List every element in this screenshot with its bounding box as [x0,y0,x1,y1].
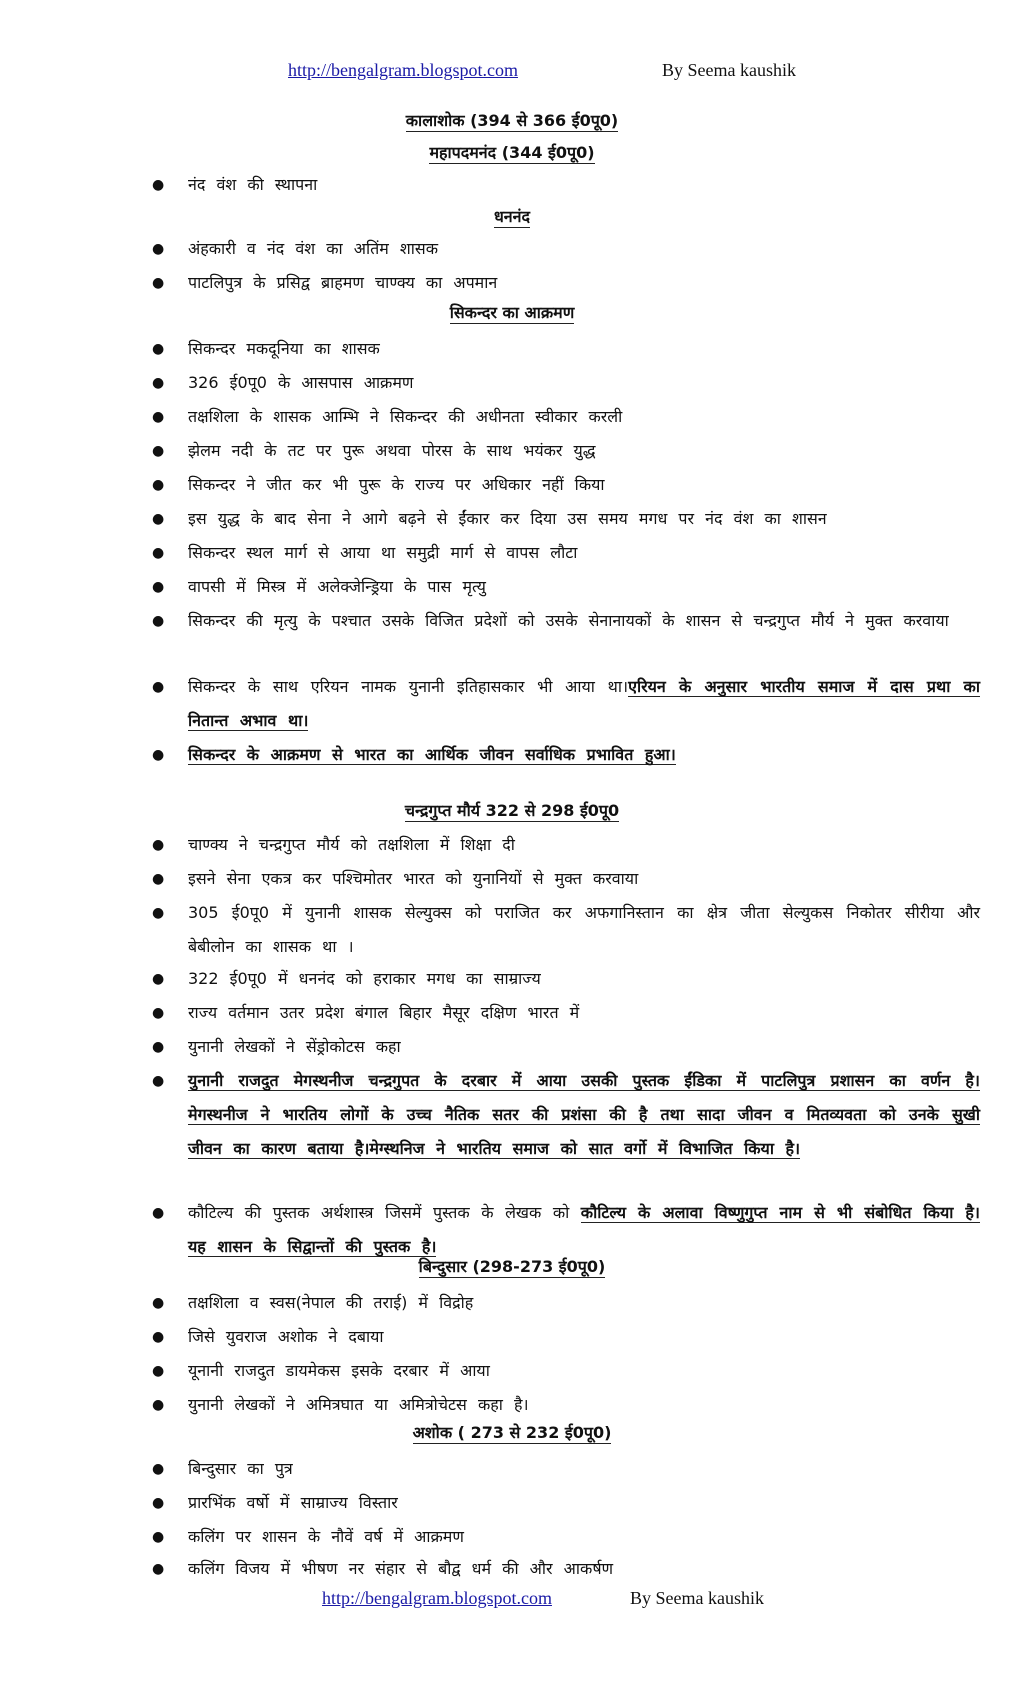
page-footer [0,1588,1024,1612]
list-item: ● सिकन्दर स्थल मार्ग से आया था समुद्री मार्ग से वापस लौटा [152,543,578,562]
list-item: ● सिकन्दर ने जीत कर भी पुरू के राज्य पर अधिकार नहीं किया [152,475,605,494]
list-item-arrian: ● सिकन्दर के साथ एरियन नामक युनानी इतिहासकार भी आया था।एरियन के अनुसार भारतीय समाज में दास प्रथा का नितान्त अभाव था। [152,677,980,730]
list-item: ● तक्षशिला के शासक आम्भि ने सिकन्दर की अधीनता स्वीकार करली [152,407,623,426]
list-item: ● 305 ई0पू0 में युनानी शासक सेल्युक्स को पराजित कर अफगानिस्तान का क्षेत्र जीता सेल्युकस निकोतर सीरीया और बेबीलोन का शासक था । [152,903,980,956]
heading-bindusar: बिन्दुसार (298-273 ई0पू0) [418,1257,606,1276]
list-item: ● इसने सेना एकत्र कर पश्चिमोतर भारत को युनानियों से मुक्त करवाया [152,869,639,888]
author-label: By Seema kaushik [630,1588,764,1608]
list-item: ● पाटलिपुत्र के प्रसिद्व ब्राहमण चाण्क्य का अपमान [152,273,498,292]
list-item: ● चाण्क्य ने चन्द्रगुप्त मौर्य को तक्षशिला में शिक्षा दी [152,835,515,854]
heading-ashok: अशोक ( 273 से 232 ई0पू0) [412,1423,612,1442]
list-item: ● सिकन्दर मकदूनिया का शासक [152,339,380,358]
blog-link[interactable]: http://bengalgram.blogspot.com [288,60,518,80]
blog-link[interactable]: http://bengalgram.blogspot.com [322,1588,552,1608]
list-item: ● जिसे युवराज अशोक ने दबाया [152,1327,384,1346]
list-item-kautilya: ● कौटिल्य की पुस्तक अर्थशास्त्र जिसमें पुस्तक के लेखक को कौटिल्य के अलावा विष्णुगुप्त नाम से भी संबोधित किया है।यह शासन के सिद्वान्तों की पुस्तक है। [152,1203,980,1256]
author-label: By Seema kaushik [662,60,796,80]
list-item: ● नंद वंश की स्थापना [152,175,318,194]
list-item: ● प्रारभिंक वर्षो में साम्राज्य विस्तार [152,1493,398,1512]
heading-kalashok: कालाशोक (394 से 366 ई0पू0) [405,111,619,130]
heading-dhananand: धननंद [493,207,531,226]
heading-chandragupta: चन्द्रगुप्त मौर्य 322 से 298 ई0पू0 [404,801,620,820]
list-item: ● सिकन्दर की मृत्यु के पश्चात उसके विजित प्रदेशों को उसके सेनानायकों के शासन से चन्द्रगुप्त मौर्य ने मुक्त करवाया [152,611,949,630]
list-item: ● झेलम नदी के तट पर पुरू अथवा पोरस के साथ भयंकर युद्ध [152,441,596,460]
list-item-impact: ● सिकन्दर के आक्रमण से भारत का आर्थिक जीवन सर्वाधिक प्रभावित हुआ। [152,745,676,764]
list-item: ● राज्य वर्तमान उतर प्रदेश बंगाल बिहार मैसूर दक्षिण भारत में [152,1003,580,1022]
heading-sikandar: सिकन्दर का आक्रमण [449,303,575,322]
list-item-megasthenes: ● युनानी राजदुत मेगस्थनीज चन्द्रगुपत के दरबार में आया उसकी पुस्तक ईंडिका में पाटलिपुत्र प्रशासन का वर्णन है।मेगस्थनीज ने भारतिय लोगों के उच्च नैतिक सतर की प्रशंसा की है तथा सादा जीवन व मितव्यवता को उनके सुखी जीवन का कारण बताया है।मेग्स्थनिज ने भारतिय समाज को सात वर्गो में विभाजित किया है। [152,1071,980,1158]
list-item: ● वापसी में मिस्त्र में अलेक्जेन्ड्रिया के पास मृत्यु [152,577,486,596]
list-item: ● अंहकारी व नंद वंश का अतिंम शासक [152,239,439,258]
list-item: ● कलिंग पर शासन के नौवें वर्ष में आक्रमण [152,1527,464,1546]
list-item: ● युनानी लेखकों ने अमित्रघात या अमित्रोचेटस कहा है। [152,1395,529,1414]
list-item: ● यूनानी राजदुत डायमेकस इसके दरबार में आया [152,1361,490,1380]
heading-mahapadmanand: महापदमनंद (344 ई0पू0) [429,143,595,162]
list-item: ● बिन्दुसार का पुत्र [152,1459,293,1478]
list-item: ● 322 ई0पू0 में धननंद को हराकार मगध का साम्राज्य [152,969,541,988]
list-item: ● इस युद्ध के बाद सेना ने आगे बढ़ने से ईंकार कर दिया उस समय मगध पर नंद वंश का शासन [152,509,827,528]
list-item: ● तक्षशिला व स्वस(नेपाल की तराई) में विद्रोह [152,1293,474,1312]
list-item: ● 326 ई0पू0 के आसपास आक्रमण [152,373,414,392]
list-item: ● कलिंग विजय में भीषण नर संहार से बौद्व धर्म की और आकर्षण [152,1559,614,1578]
list-item: ● युनानी लेखकों ने सेंड्रोकोटस कहा [152,1037,401,1056]
